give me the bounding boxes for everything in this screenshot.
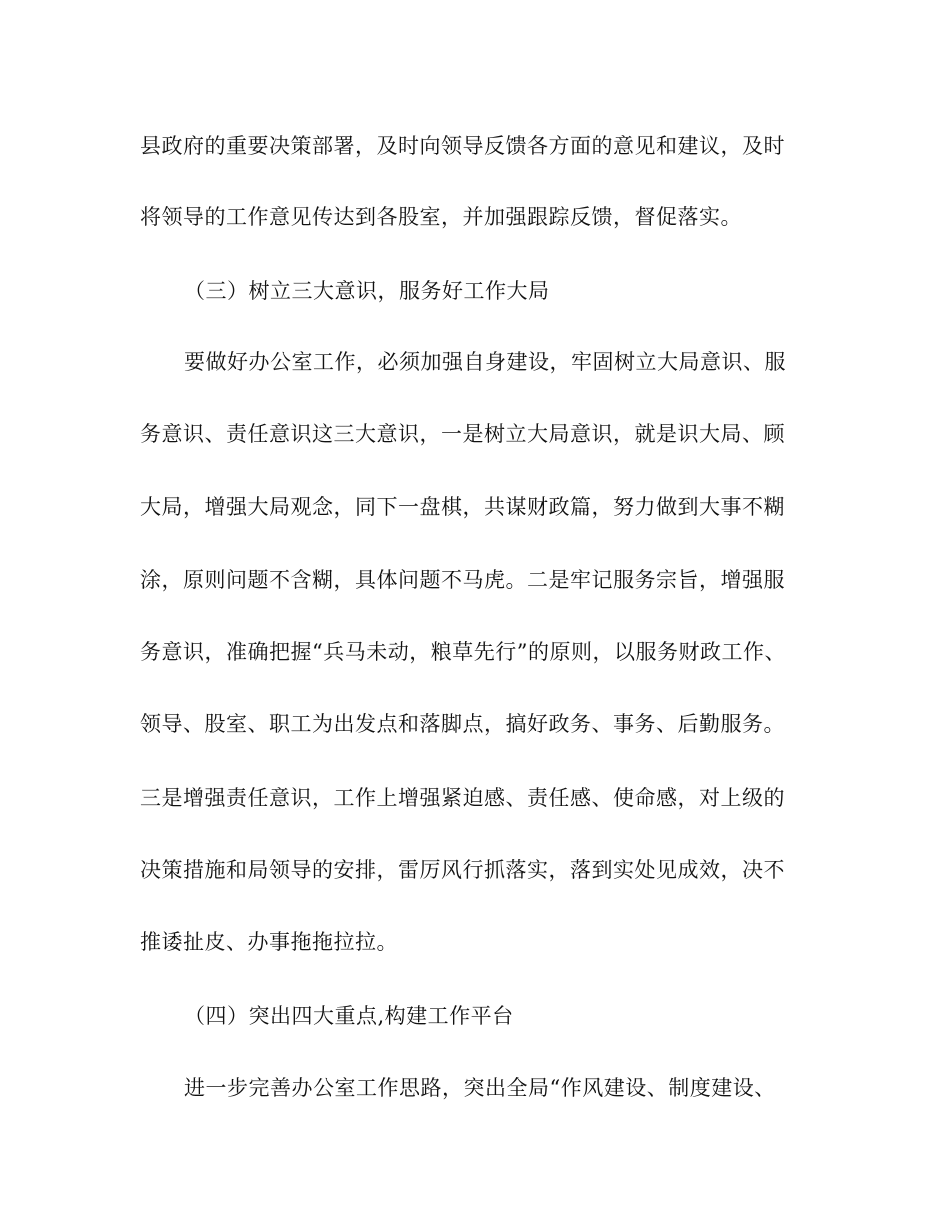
text-line-10: 三是增强责任意识，工作上增强紧迫感、责任感、使命感，对上级的 [140,786,785,810]
text-line-1: 县政府的重要决策部署，及时向领导反馈各方面的意见和建议，及时 [140,134,785,158]
text-line-5: 务意识、责任意识这三大意识，一是树立大局意识，就是识大局、顾 [140,422,785,446]
text-line-2: 将领导的工作意见传达到各股室，并加强跟踪反馈，督促落实。 [140,205,742,229]
paragraph-start-line-2: 进一步完善办公室工作思路，突出全局“作风建设、制度建设、 [184,1076,776,1100]
text-line-9: 领导、股室、职工为出发点和落脚点，搞好政务、事务、后勤服务。 [140,712,785,736]
text-line-8: 务意识，准确把握“兵马未动，粮草先行”的原则，以服务财政工作、 [140,640,786,664]
paragraph-start-line: 要做好办公室工作，必须加强自身建设，牢固树立大局意识、服 [184,350,786,374]
text-line-12: 推诿扯皮、办事拖拖拉拉。 [140,930,398,954]
section-heading-3: （三）树立三大意识，服务好工作大局 [184,279,550,303]
text-line-6: 大局，增强大局观念，同下一盘棋，共谋财政篇，努力做到大事不糊 [140,495,785,519]
text-line-11: 决策措施和局领导的安排，雷厉风行抓落实，落到实处见成效，决不 [140,858,785,882]
text-line-7: 涂，原则问题不含糊，具体问题不马虎。二是牢记服务宗旨，增强服 [140,568,785,592]
section-heading-4: （四）突出四大重点,构建工作平台 [184,1004,514,1028]
